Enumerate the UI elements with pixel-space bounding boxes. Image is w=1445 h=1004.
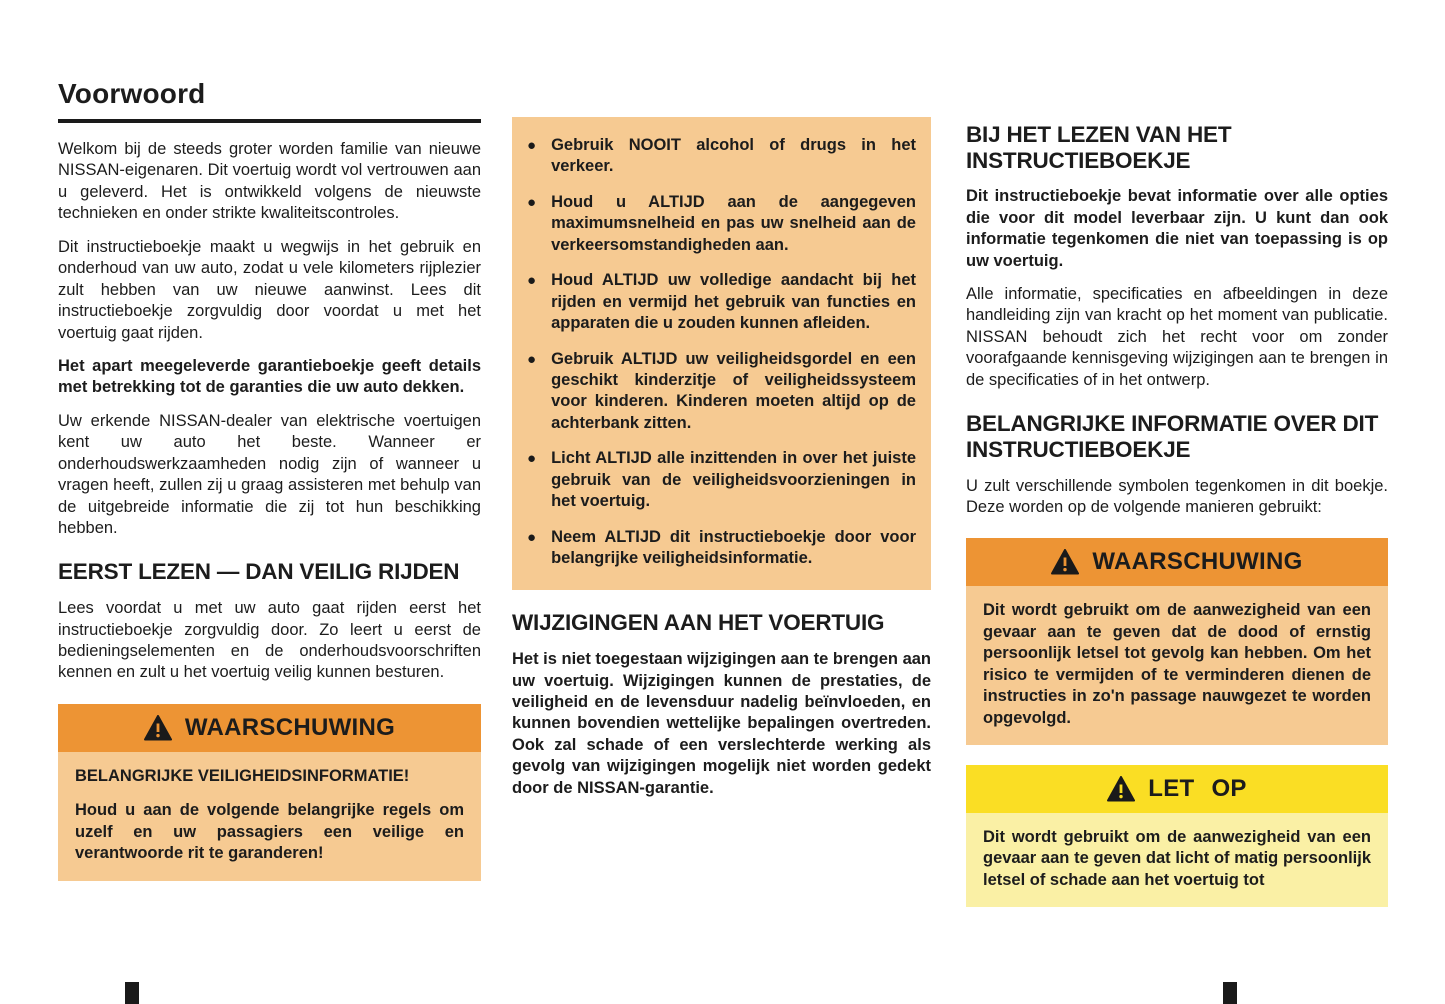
caution-box-body (966, 813, 1388, 907)
list-item (527, 527, 916, 570)
list-item (527, 192, 916, 256)
caution-box-title: LET OP (1148, 775, 1247, 802)
section-heading: BIJ HET LEZEN VAN HET INSTRUCTIEBOEKJE (966, 122, 1232, 173)
warning-box (966, 538, 1388, 745)
caution-box (966, 765, 1388, 907)
section-heading: BELANGRIJKE INFORMATIE OVER DIT INSTRUCTIEBOEKJE (966, 411, 1379, 462)
list-item (527, 270, 916, 334)
bullet-icon: ● (527, 450, 537, 468)
warning-box-header (58, 704, 481, 752)
warning-line: Houd u aan de volgende belangrijke regels om uzelf en uw passagiers een veilige en verantwoorde rit te garanderen! (75, 801, 464, 863)
warning-box-title: WAARSCHUWING (1092, 548, 1303, 576)
warning-box-title: WAARSCHUWING (184, 713, 396, 741)
warning-icon (144, 715, 172, 741)
paragraph: U zult verschillende symbolen tegenkomen in dit boekje. Deze worden op de volgende manieren gebruikt: (966, 476, 1388, 516)
warning-box (58, 704, 481, 881)
paragraph: Lees voordat u met uw auto gaat rijden eerst het instructieboekje zorgvuldig door. Zo leert u eerst de bedieningselementen en de onderhoudsvoorschriften kennen en zult u het voertuig veilig kunnen besturen. (58, 599, 481, 682)
list-item-text: Gebruik NOOIT alcohol of drugs in het verkeer. (551, 136, 916, 176)
warning-box-header (966, 538, 1388, 586)
caution-box-header (966, 765, 1388, 813)
paragraph: Dit instructieboekje maakt u wegwijs in het gebruik en onderhoud van uw auto, zodat u vele kilometers rijplezier zult hebben van uw nieuwe aanwinst. Lees dit instructieboekje zorgvuldig door voordat u met het voertuig gaat rijden. (58, 237, 481, 342)
page-title: Voorwoord (58, 78, 481, 123)
warning-icon (1107, 776, 1135, 802)
warning-box-body (966, 586, 1388, 745)
warning-text: Dit wordt gebruikt om de aanwezigheid van een gevaar aan te geven dat de dood of ernstig persoonlijk letsel tot gevolg kan hebben. Om het risico te vermijden of te verminderen dienen de instructies in zo'n passage nauwgezet te worden opgevolgd. (983, 601, 1371, 727)
page-edge-marker-right (1223, 982, 1237, 1004)
bullet-icon: ● (527, 528, 537, 546)
bullet-icon: ● (527, 137, 537, 154)
warning-box-body (58, 752, 481, 881)
list-item (527, 448, 916, 512)
column-right (966, 122, 1388, 907)
paragraph: Welkom bij de steeds groter worden familie van nieuwe NISSAN-eigenaren. Dit voertuig wordt vol vertrouwen aan u geleverd. Het is ontwikkeld volgens de nieuwste technieken en onder strikte kwaliteitscontroles. (58, 140, 481, 223)
paragraph-bold: Dit instructieboekje bevat informatie over alle opties die voor dit model leverbaar zijn. U kunt dan ook informatie tegenkomen die niet van toepassing is op uw voertuig. (966, 187, 1388, 270)
bullet-icon: ● (527, 272, 537, 290)
paragraph: Uw erkende NISSAN-dealer van elektrische voertuigen kent uw auto het beste. Wanneer er onderhoudswerkzaamheden nodig zijn of wanneer u vragen heeft, zullen zij u graag assisteren met behulp van de uitgebreide informatie die zij tot hun beschikking hebben. (58, 411, 481, 537)
list-item-text: Houd u ALTIJD aan de aangegeven maximumsnelheid en pas uw snelheid aan de verkeersomstandigheden aan. (551, 192, 916, 254)
paragraph: Alle informatie, specificaties en afbeeldingen in deze handleiding zijn van kracht op het moment van publicatie. NISSAN behoudt zich het recht voor om zonder voorafgaande kennisgeving wijzigingen aan te brengen in de specificaties of in het ontwerp. (966, 285, 1388, 389)
caution-text: Dit wordt gebruikt om de aanwezigheid van een gevaar aan te geven dat licht of matig persoonlijk letsel of schade aan het voertuig tot (983, 828, 1371, 889)
safety-rules-box (512, 117, 931, 590)
list-item-text: Neem ALTIJD dit instructieboekje door voor belangrijke veiligheidsinformatie. (551, 527, 916, 567)
warning-icon (1051, 549, 1079, 575)
section-heading: WIJZIGINGEN AAN HET VOERTUIG (512, 610, 885, 636)
list-item-text: Gebruik ALTIJD uw veiligheidsgordel en een geschikt kinderzitje of veiligheidssysteem voor kinderen. Kinderen moeten altijd op de achterbank zitten. (551, 349, 916, 432)
bullet-icon: ● (527, 193, 537, 211)
list-item-text: Licht ALTIJD alle inzittenden in over het juiste gebruik van de veiligheidsvoorzieningen in het voertuig. (551, 449, 916, 511)
section-heading: EERST LEZEN — DAN VEILIG RIJDEN (58, 559, 460, 585)
page-edge-marker-left (125, 982, 139, 1004)
column-middle (512, 117, 931, 811)
paragraph-bold: Het is niet toegestaan wijzigingen aan te brengen aan uw voertuig. Wijzigingen kunnen de prestaties, de veiligheid en de levensduur nadelig beïnvloeden, en kunnen bovendien wettelijke bepalingen overtreden. Ook zal schade of een verslechterde werking als gevolg van wijzigingen mogelijk niet worden gedekt door de NISSAN-garantie. (512, 650, 932, 797)
list-item (527, 349, 916, 435)
warning-line: BELANGRIJKE VEILIGHEIDSINFORMATIE! (75, 766, 410, 785)
bullet-icon: ● (527, 350, 537, 368)
column-left (58, 78, 481, 881)
list-item (527, 135, 916, 178)
paragraph-bold: Het apart meegeleverde garantieboekje geeft details met betrekking tot de garanties die uw auto dekken. (58, 356, 481, 397)
list-item-text: Houd ALTIJD uw volledige aandacht bij het rijden en vermijd het gebruik van functies en apparaten die u zouden kunnen afleiden. (551, 271, 916, 333)
